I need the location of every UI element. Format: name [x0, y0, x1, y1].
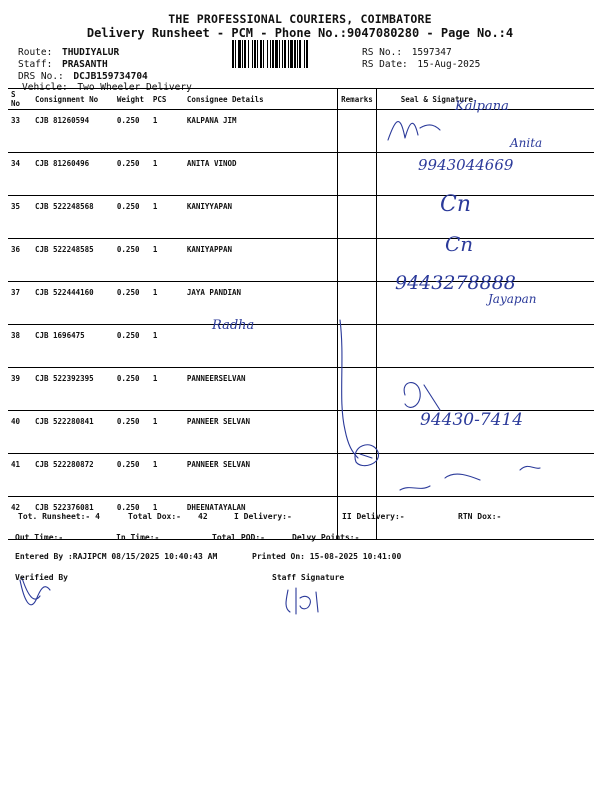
total-pod: Total POD:-: [212, 533, 265, 542]
rs-no-line: RS No.: 1597347: [362, 47, 452, 58]
drs-value: DCJB159734704: [73, 71, 148, 82]
runsheet-title: Delivery Runsheet - PCM - Phone No.:9047080280 - Page No.:4: [86, 26, 514, 40]
cell-pcs: 1: [150, 368, 184, 411]
hand-row35: Cn: [440, 192, 472, 217]
hand-row34a: Anita: [510, 136, 543, 150]
cell-weight: 0.250: [114, 196, 150, 239]
entered-by: Entered By :RAJIPCM 08/15/2025 10:40:43 AM: [15, 552, 218, 561]
rs-no-value: 1597347: [411, 47, 452, 58]
hand-row36: Cn: [445, 232, 474, 256]
cell-sno: 40: [8, 411, 32, 454]
hand-row34b: 9943044669: [418, 156, 514, 174]
cell-sno: 39: [8, 368, 32, 411]
cell-consignee: PANNEER SELVAN: [184, 411, 338, 454]
cell-consignee: KALPANA JIM: [184, 110, 338, 153]
hand-row37: 9443278888: [395, 272, 516, 294]
hand-row40: 94430-7414: [420, 410, 524, 430]
printed-on: Printed On: 15-08-2025 10:41:00: [252, 552, 402, 561]
cell-consignment-no: CJB 522248568: [32, 196, 114, 239]
staff-signature-label: Staff Signature: [272, 573, 345, 582]
col-sno: S No: [8, 89, 32, 110]
cell-consignment-no: CJB 1696475: [32, 325, 114, 368]
cell-consignment-no: CJB 522444160: [32, 282, 114, 325]
i-delivery: I Delivery:-: [234, 512, 292, 521]
route-value: THUDIYALUR: [61, 47, 120, 58]
cell-sno: 35: [8, 196, 32, 239]
tot-runsheet: Tot. Runsheet:- 4: [18, 512, 100, 521]
cell-consignment-no: CJB 522280841: [32, 411, 114, 454]
cell-consignment-no: CJB 81260496: [32, 153, 114, 196]
cell-pcs: 1: [150, 497, 184, 540]
cell-consignee: KANIYAPPAN: [184, 239, 338, 282]
cell-consignment-no: CJB 81260594: [32, 110, 114, 153]
cell-consignment-no: CJB 522248585: [32, 239, 114, 282]
ii-delivery: II Delivery:-: [342, 512, 405, 521]
cell-sno: 42: [8, 497, 32, 540]
verified-by: Verified By: [15, 573, 68, 582]
hand-row33: Kalpana: [455, 99, 509, 114]
rtn-dox: RTN Dox:-: [458, 512, 502, 521]
vehicle-line: Vehicle: Two Wheeler Delivery: [22, 82, 192, 93]
cell-weight: 0.250: [114, 325, 150, 368]
cell-sno: 33: [8, 110, 32, 153]
staff-value: PRASANTH: [61, 59, 108, 70]
circle-signature-row41: [355, 445, 379, 466]
cell-pcs: 1: [150, 239, 184, 282]
staff-line: Staff: PRASANTH: [18, 59, 108, 70]
cell-consignee: PANNEERSELVAN: [184, 368, 338, 411]
row42-scrawl: [400, 466, 540, 490]
cell-weight: 0.250: [114, 454, 150, 497]
company-title: THE PROFESSIONAL COURIERS, COIMBATORE: [168, 12, 432, 26]
long-stroke: [340, 320, 358, 458]
cell-pcs: 1: [150, 454, 184, 497]
total-dox-label: Total Dox:-: [128, 512, 181, 521]
vehicle-value: Two Wheeler Delivery: [77, 82, 192, 93]
rs-date-value: 15-Aug-2025: [417, 59, 481, 70]
cell-consignee: DHEENATAYALAN: [184, 497, 338, 540]
cell-consignment-no: CJB 522280872: [32, 454, 114, 497]
cell-sno: 38: [8, 325, 32, 368]
cell-pcs: 1: [150, 325, 184, 368]
cell-weight: 0.250: [114, 282, 150, 325]
cell-consignee: ANITA VINOD: [184, 153, 338, 196]
col-consignment: Consignment No: [32, 89, 114, 110]
verified-signature: [20, 578, 50, 605]
cell-weight: 0.250: [114, 110, 150, 153]
col-remarks: Remarks: [338, 89, 377, 110]
cell-consignee: KANIYYAPAN: [184, 196, 338, 239]
cell-consignment-no: CJB 522376081: [32, 497, 114, 540]
cell-pcs: 1: [150, 282, 184, 325]
hand-row37b: Jayapan: [488, 292, 537, 306]
cell-consignment-no: CJB 522392395: [32, 368, 114, 411]
cell-sno: 36: [8, 239, 32, 282]
hand-row38: Radha: [212, 318, 255, 333]
cell-pcs: 1: [150, 411, 184, 454]
cell-weight: 0.250: [114, 411, 150, 454]
route-line: Route: THUDIYALUR: [18, 47, 120, 58]
signature-row40: [404, 383, 440, 410]
cell-weight: 0.250: [114, 497, 150, 540]
staff-signature-mark: [286, 588, 318, 614]
cell-pcs: 1: [150, 196, 184, 239]
out-time: Out Time:-: [15, 533, 64, 542]
cell-consignee: PANNEER SELVAN: [184, 454, 338, 497]
in-time: In Time:-: [116, 533, 160, 542]
drs-line: DRS No.: DCJB159734704: [18, 71, 148, 82]
cell-consignee: JAYA PANDIAN: [184, 282, 338, 325]
cell-pcs: 1: [150, 153, 184, 196]
cell-sno: 41: [8, 454, 32, 497]
total-dox-value: 42: [198, 512, 208, 521]
cell-weight: 0.250: [114, 153, 150, 196]
col-weight: Weight: [114, 89, 150, 110]
cell-weight: 0.250: [114, 368, 150, 411]
col-pcs: PCS: [150, 89, 184, 110]
cell-sno: 37: [8, 282, 32, 325]
cell-sno: 34: [8, 153, 32, 196]
col-consignee: Consignee Details: [184, 89, 338, 110]
col-seal-signature: Seal & Signature: [376, 89, 594, 110]
cell-pcs: 1: [150, 110, 184, 153]
signature-row33: [388, 122, 440, 140]
rs-date-line: RS Date: 15-Aug-2025: [362, 59, 481, 70]
delvy-points: Delvy Points:-: [292, 533, 360, 542]
cell-weight: 0.250: [114, 239, 150, 282]
